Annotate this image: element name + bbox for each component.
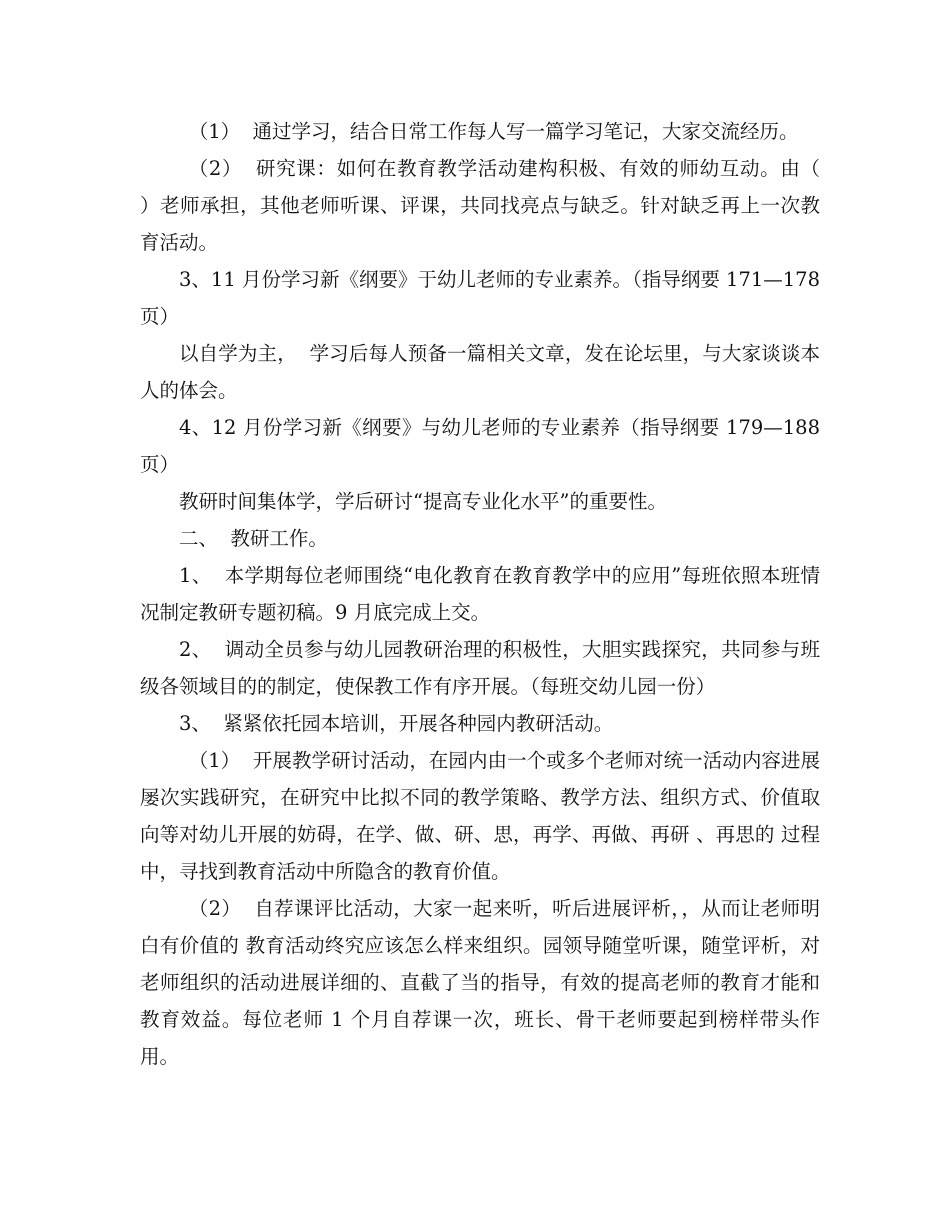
paragraph-november-study: 3、11 月份学习新《纲要》于幼儿老师的专业素养。（指导纲要 171—178 页） xyxy=(140,268,827,328)
paragraph-december-study: 4、12 月份学习新《纲要》与幼儿老师的专业素养（指导纲要 179—188 页） xyxy=(140,416,827,476)
section-heading-research-work: 二、 教研工作。 xyxy=(179,527,328,550)
paragraph-school-training: 3、 紧紧依托园本培训，开展各种园内教研活动。 xyxy=(179,712,614,735)
paragraph-research-topic: 1、 本学期每位老师围绕“电化教育在教育教学中的应用”每班依照本班情况制定教研专题初稿。9 月底完成上交。 xyxy=(140,564,820,624)
paragraph-self-study: 以自学为主， 学习后每人预备一篇相关文章，发在论坛里，与大家谈谈本人的体会。 xyxy=(140,342,820,402)
paragraph-group-study: 教研时间集体学，学后研讨“提高专业化水平”的重要性。 xyxy=(179,490,667,513)
paragraph-research-lesson: （2） 研究课：如何在教育教学活动建构积极、有效的师幼互动。由（ ）老师承担，其他老师听课、评课，共同找亮点与缺乏。针对缺乏再上一次教育活动。 xyxy=(140,157,833,254)
paragraph-participation: 2、 调动全员参与幼儿园教研治理的积极性，大胆实践探究，共同参与班级各领域目的的制定，使保教工作有序开展。（每班交幼儿园一份） xyxy=(140,638,820,698)
paragraph-teaching-seminar: （1） 开展教学研讨活动，在园内由一个或多个老师对统一活动内容进展屡次实践研究，在研究中比拟不同的教学策略、教学方法、组织方式、价值取向等对幼儿开展的妨碍，在学、做、研、思，再学、再做、再研 、再思的 过程中，寻找到教育活动中所隐含的教育价值。 xyxy=(140,749,820,883)
document-body xyxy=(140,113,833,1075)
paragraph-study-notes: （1） 通过学习，结合日常工作每人写一篇学习笔记，大家交流经历。 xyxy=(188,120,799,143)
paragraph-lesson-competition: （2） 自荐课评比活动，大家一起来听，听后进展评析，，从而让老师明白有价值的 教育活动终究应该怎么样来组织。园领导随堂听课，随堂评析，对老师组织的活动进展详细的、直截了当的指导，有效的提高老师的教育才能和教育效益。每位老师 1 个月自荐课一次，班长、骨干老师要起到榜样带头作用。 xyxy=(140,897,820,1068)
